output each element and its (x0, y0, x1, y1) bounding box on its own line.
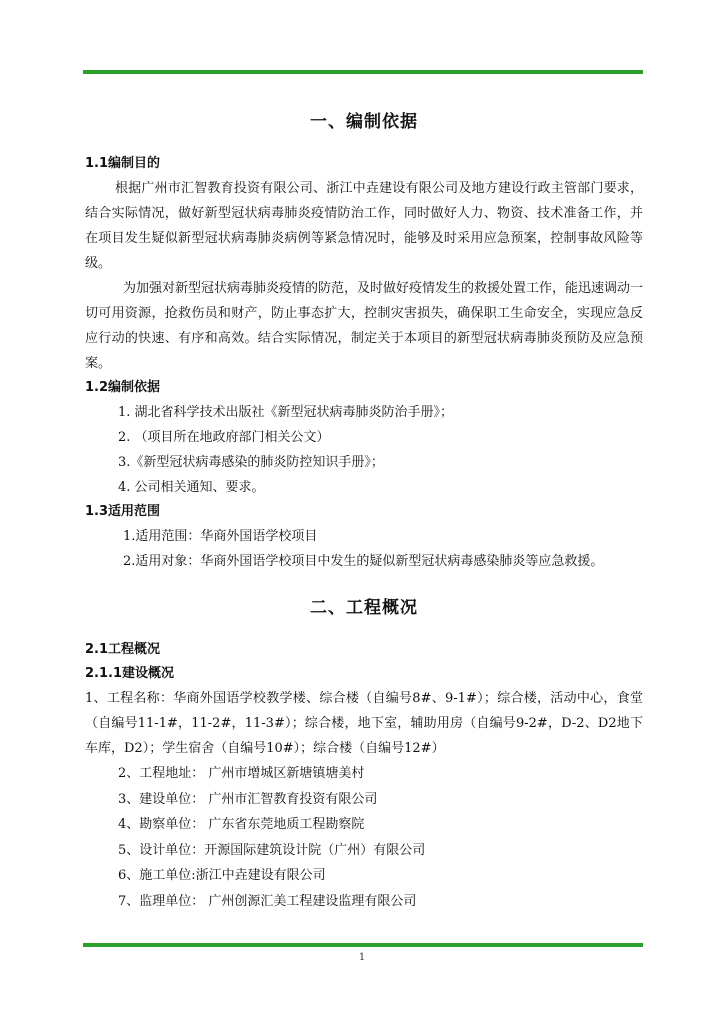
page-number: 1 (358, 952, 366, 963)
list-item: 1. 湖北省科学技术出版社《新型冠状病毒肺炎防治手册》； (118, 405, 454, 420)
target-item: 2.适用对象：华商外国语学校项目中发生的疑似新型冠状病毒感染肺炎等应急救援。 (123, 554, 604, 569)
section-1-title: 一、编制依据 (310, 112, 418, 132)
list-item: 7、监理单位： 广州创源汇美工程建设监理有限公司 (118, 893, 417, 909)
list-item: 2. （项目所在地政府部门相关公文） (118, 430, 330, 445)
heading-1-3: 1.3适用范围 (85, 504, 161, 519)
list-item: 2、工程地址： 广州市增城区新塘镇塘美村 (118, 766, 365, 781)
document-body (85, 104, 643, 914)
heading-1-2: 1.2编制依据 (85, 380, 161, 395)
scope-item: 1.适用范围：华商外国语学校项目 (123, 529, 318, 544)
section-2-title: 二、工程概况 (310, 598, 418, 618)
paragraph-1-1-a: 根据广州市汇智教育投资有限公司、浙江中垚建设有限公司及地方建设行政主管部门要求，结合实际情况，做好新型冠状病毒肺炎疫情防治工作，同时做好人力、物资、技术准备工作，并在项目发生疑似新型冠状病毒肺炎病例等紧急情况时，能够及时采用应急预案，控制事故风险等级。 (85, 181, 643, 271)
list-item: 6、施工单位:浙江中垚建设有限公司 (118, 868, 326, 883)
paragraph-1-1-b: 为加强对新型冠状病毒肺炎疫情的防范，及时做好疫情发生的救援处置工作，能迅速调动一切可用资源，抢救伤员和财产，防止事态扩大，控制灾害损失，确保职工生命安全，实现应急反应行动的快速、有序和高效。结合实际情况，制定关于本项目的新型冠状病毒肺炎预防及应急预案。 (85, 281, 644, 371)
list-item: 4、勘察单位： 广东省东莞地质工程勘察院 (118, 817, 365, 832)
heading-2-1: 2.1工程概况 (85, 642, 161, 657)
list-item: 5、设计单位：开源国际建筑设计院（广州）有限公司 (118, 842, 426, 858)
header-rule (83, 70, 643, 74)
project-name-paragraph: 1、工程名称：华商外国语学校教学楼、综合楼（自编号8#、9-1#）；综合楼，活动中心，食堂（自编号11-1#，11-2#，11-3#）；综合楼，地下室，辅助用房（自编号9-2#，D-2、D2地下车库，D2）；学生宿舍（自编号10#）；综合楼（自编号12#） (85, 691, 643, 756)
heading-1-1: 1.1编制目的 (85, 156, 161, 171)
list-item: 3、建设单位： 广州市汇智教育投资有限公司 (118, 791, 378, 807)
footer-rule (83, 943, 643, 947)
heading-2-1-1: 2.1.1建设概况 (85, 666, 175, 681)
list-item: 4. 公司相关通知、要求。 (118, 480, 265, 495)
list-item: 3.《新型冠状病毒感染的肺炎防控知识手册》； (118, 455, 384, 470)
